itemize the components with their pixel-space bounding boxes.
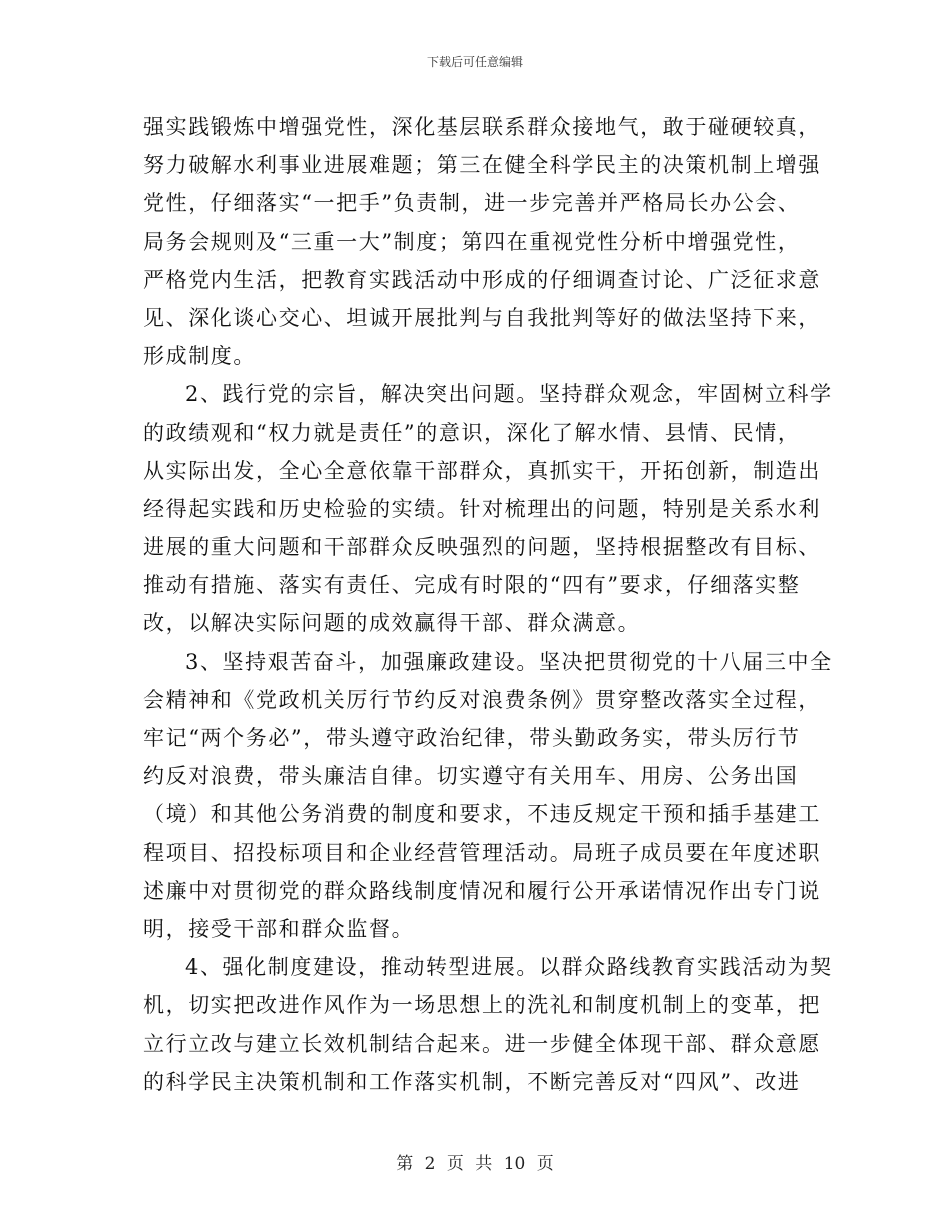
- text-line: 见、深化谈心交心、坦诚开展批判与自我批判等好的做法坚持下来，: [143, 305, 821, 330]
- text-line: 会精神和《党政机关厉行节约反对浪费条例》贯穿整改落实全过程，: [143, 687, 821, 712]
- text-line: 严格党内生活，把教育实践活动中形成的仔细调查讨论、广泛征求意: [143, 267, 821, 292]
- text-line: 推动有措施、落实有责任、完成有时限的“四有”要求，仔细落实整: [143, 573, 801, 598]
- text-line: 牢记“两个务必”，带头遵守政治纪律，带头勤政务实，带头厉行节: [143, 726, 801, 750]
- document-body: [143, 108, 833, 1101]
- paragraph-4-first-line: 4、强化制度建设，推动转型进展。以群众路线教育实践活动为契: [185, 955, 833, 980]
- text-line: 努力破解水利事业进展难题；第三在健全科学民主的决策机制上增强: [143, 153, 821, 178]
- text-line: 的政绩观和“权力就是责任”的意识，深化了解水情、县情、民情，: [143, 420, 801, 445]
- paragraph-2-first-line: 2、践行党的宗旨，解决突出问题。坚持群众观念，牢固树立科学: [185, 382, 833, 407]
- text-line: 进展的重大问题和干部群众反映强烈的问题，坚持根据整改有目标、: [143, 535, 821, 560]
- text-line: 形成制度。: [143, 344, 256, 369]
- text-line: 从实际出发，全心全意依靠干部群众，真抓实干，开拓创新，制造出: [143, 458, 821, 483]
- text-line: 明，接受干部和群众监督。: [143, 916, 415, 941]
- text-line: 党性，仔细落实“一把手”负责制，进一步完善并严格局长办公会、: [143, 191, 801, 216]
- paragraph-3-first-line: 3、坚持艰苦奋斗，加强廉政建设。坚决把贯彻党的十八届三中全: [185, 649, 833, 674]
- text-line: 局务会规则及“三重一大”制度；第四在重视党性分析中增强党性，: [143, 229, 801, 254]
- text-line: 强实践锻炼中增强党性，深化基层联系群众接地气，敢于碰硬较真，: [143, 115, 821, 139]
- text-line: 程项目、招投标项目和企业经营管理活动。局班子成员要在年度述职: [143, 840, 821, 865]
- text-line: 立行立改与建立长效机制结合起来。进一步健全体现干部、群众意愿: [143, 1031, 821, 1056]
- text-line: （境）和其他公务消费的制度和要求，不违反规定干预和插手基建工: [143, 802, 821, 827]
- text-line: 机，切实把改进作风作为一场思想上的洗礼和制度机制上的变革，把: [143, 993, 821, 1018]
- text-line: 约反对浪费，带头廉洁自律。切实遵守有关用车、用房、公务出国: [143, 764, 799, 789]
- text-line: 改，以解决实际问题的成效赢得干部、群众满意。: [143, 611, 641, 636]
- text-line: 经得起实践和历史检验的实绩。针对梳理出的问题，特别是关系水利: [143, 496, 821, 521]
- text-line: 述廉中对贯彻党的群众路线制度情况和履行公开承诺情况作出专门说: [143, 878, 821, 903]
- text-line: 的科学民主决策机制和工作落实机制，不断完善反对“四风”、改进: [143, 1069, 801, 1094]
- page-header: 下载后可任意编辑: [426, 55, 523, 69]
- page-number: 第 2 页 共 10 页: [396, 1154, 554, 1174]
